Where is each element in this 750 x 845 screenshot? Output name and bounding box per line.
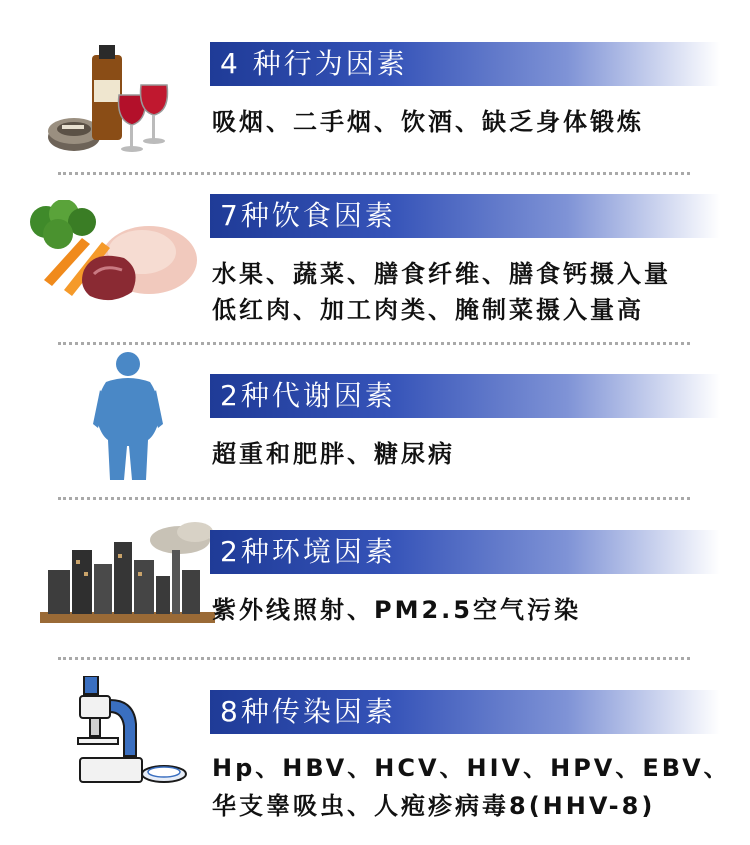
section-title: 2种代谢因素 [210,374,720,418]
microscope-icon [70,676,190,791]
section-line: 紫外线照射、PM2.5空气污染 [212,596,581,624]
section-line: Hp、HBV、HCV、HIV、HPV、EBV、 [212,754,731,782]
section-line: 超重和肥胖、糖尿病 [212,440,455,468]
section-line: 吸烟、二手烟、饮酒、缺乏身体锻炼 [212,108,644,136]
obese-person-icon [92,350,164,485]
dotted-divider [58,497,690,500]
section-line: 华支睾吸虫、人疱疹病毒8(HHV-8) [212,792,656,820]
dotted-divider [58,172,690,175]
dotted-divider [58,342,690,345]
section-title: 2种环境因素 [210,530,720,574]
section-title: 4 种行为因素 [210,42,720,86]
polluted-city-icon [40,520,215,623]
section-line: 水果、蔬菜、膳食纤维、膳食钙摄入量 [212,260,671,288]
tobacco-alcohol-icon [44,45,174,160]
section-line: 低红肉、加工肉类、腌制菜摄入量高 [212,296,644,324]
section-title: 8种传染因素 [210,690,720,734]
dotted-divider [58,657,690,660]
food-icon [24,200,199,308]
section-title: 7种饮食因素 [210,194,720,238]
